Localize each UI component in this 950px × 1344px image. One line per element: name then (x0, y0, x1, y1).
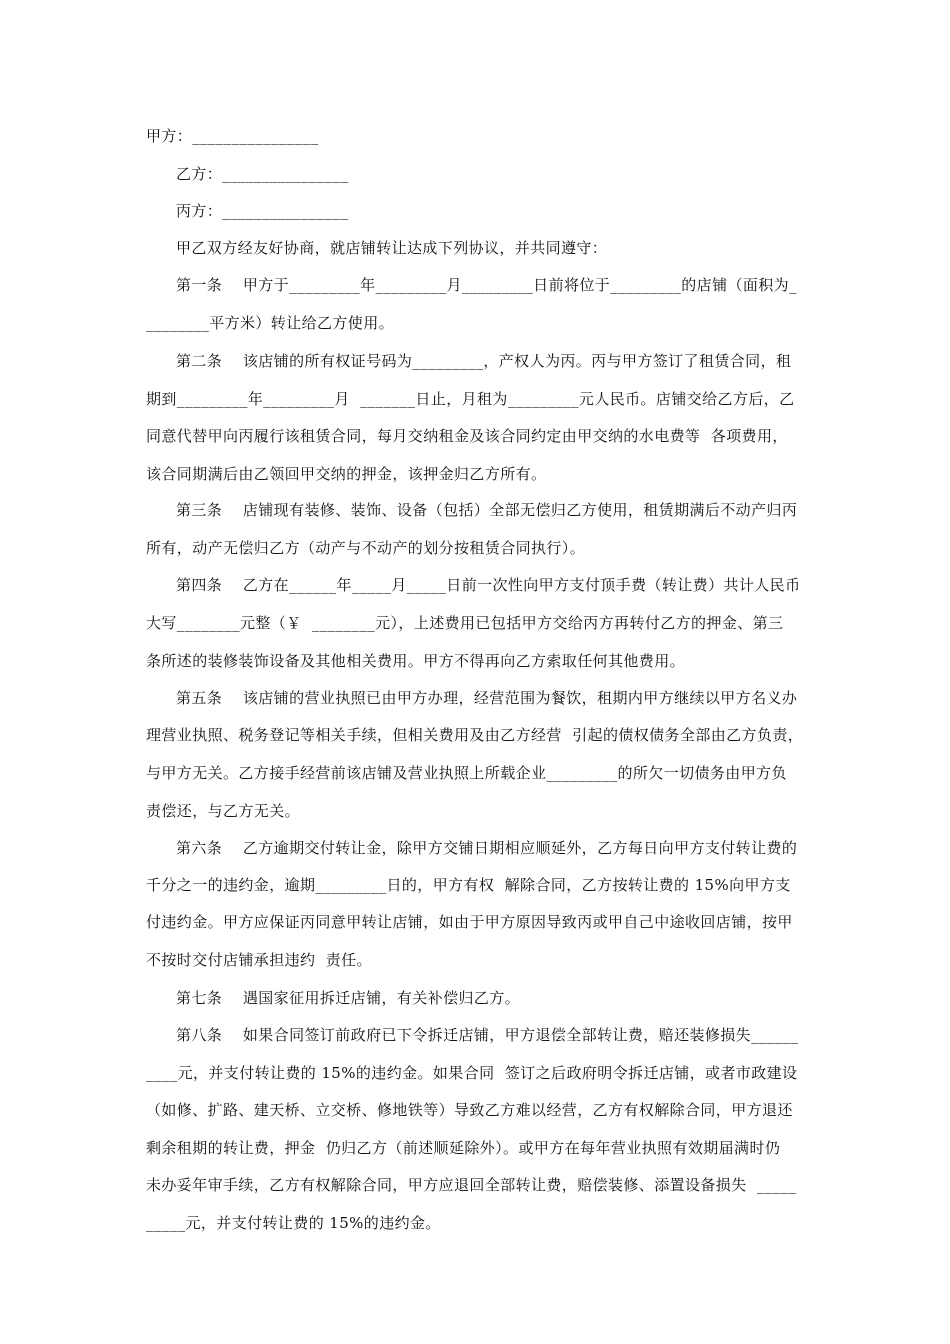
article-1-line-2: ________平方米）转让给乙方使用。 (146, 314, 395, 332)
party-c-line: 丙方：________________ (176, 202, 349, 220)
article-2-line-1: 第二条 该店铺的所有权证号码为_________，产权人为丙。丙与甲方签订了租赁合同，租 (176, 352, 792, 370)
article-6-line-2: 千分之一的违约金，逾期_________日的，甲方有权 解除合同，乙方按转让费的 15%向甲方支 (146, 876, 791, 894)
preamble-line: 甲乙双方经友好协商，就店铺转让达成下列协议，并共同遵守： (176, 239, 608, 257)
party-b-line: 乙方：________________ (176, 165, 349, 183)
article-3-line-2: 所有，动产无偿归乙方（动产与不动产的划分按租赁合同执行）。 (146, 539, 586, 557)
article-2-line-3: 同意代替甲向丙履行该租赁合同，每月交纳租金及该合同约定由甲交纳的水电费等 各项费用， (146, 427, 788, 445)
article-8-line-6: _____元，并支付转让费的 15%的违约金。 (146, 1214, 441, 1232)
article-7-line-1: 第七条 遇国家征用拆迁店铺，有关补偿归乙方。 (176, 989, 521, 1007)
article-6-line-1: 第六条 乙方逾期交付转让金，除甲方交铺日期相应顺延外，乙方每日向甲方支付转让费的 (176, 839, 798, 857)
article-4-line-1: 第四条 乙方在______年_____月_____日前一次性向甲方支付顶手费（转让费）共计人民币 (176, 576, 801, 594)
article-8-line-3: （如修、扩路、建天桥、立交桥、修地铁等）导致乙方难以经营，乙方有权解除合同，甲方退还 (146, 1101, 793, 1119)
article-8-line-1: 第八条 如果合同签订前政府已下令拆迁店铺，甲方退偿全部转让费，赔还装修损失______ (176, 1026, 799, 1044)
article-1-line-1: 第一条 甲方于_________年_________月_________日前将位于_________的店铺（面积为_ (176, 276, 797, 294)
article-8-line-5: 未办妥年审手续，乙方有权解除合同，甲方应退回全部转让费，赔偿装修、添置设备损失 _____ (146, 1176, 797, 1194)
article-5-line-2: 理营业执照、税务登记等相关手续，但相关费用及由乙方经营 引起的债权债务全部由乙方负责， (146, 726, 804, 744)
article-6-line-3: 付违约金。甲方应保证丙同意甲转让店铺，如由于甲方原因导致丙或甲自己中途收回店铺，按甲 (146, 913, 793, 931)
party-a-line: 甲方：________________ (146, 127, 319, 145)
article-2-line-2: 期到_________年_________月 _______日止，月租为_________元人民币。店铺交给乙方后，乙 (146, 390, 795, 408)
article-2-line-4: 该合同期满后由乙领回甲交纳的押金，该押金归乙方所有。 (146, 465, 547, 483)
article-6-line-4: 不按时交付店铺承担违约 责任。 (146, 951, 372, 969)
article-3-line-1: 第三条 店铺现有装修、装饰、设备（包括）全部无偿归乙方使用，租赁期满后不动产归丙 (176, 501, 798, 519)
article-8-line-2: ____元，并支付转让费的 15%的违约金。如果合同 签订之后政府明令拆迁店铺，或者市政建设 (146, 1064, 798, 1082)
article-4-line-3: 条所述的装修装饰设备及其他相关费用。甲方不得再向乙方索取任何其他费用。 (146, 652, 686, 670)
article-8-line-4: 剩余租期的转让费，押金 仍归乙方（前述顺延除外）。或甲方在每年营业执照有效期届满时仍 (146, 1139, 781, 1157)
article-5-line-4: 责偿还，与乙方无关。 (146, 802, 301, 820)
article-5-line-1: 第五条 该店铺的营业执照已由甲方办理，经营范围为餐饮，租期内甲方继续以甲方名义办 (176, 689, 798, 707)
article-4-line-2: 大写________元整（￥ ________元），上述费用已包括甲方交给丙方再转付乙方的押金、第三 (146, 614, 784, 632)
article-5-line-3: 与甲方无关。乙方接手经营前该店铺及营业执照上所载企业_________的所欠一切债务由甲方负 (146, 764, 787, 782)
